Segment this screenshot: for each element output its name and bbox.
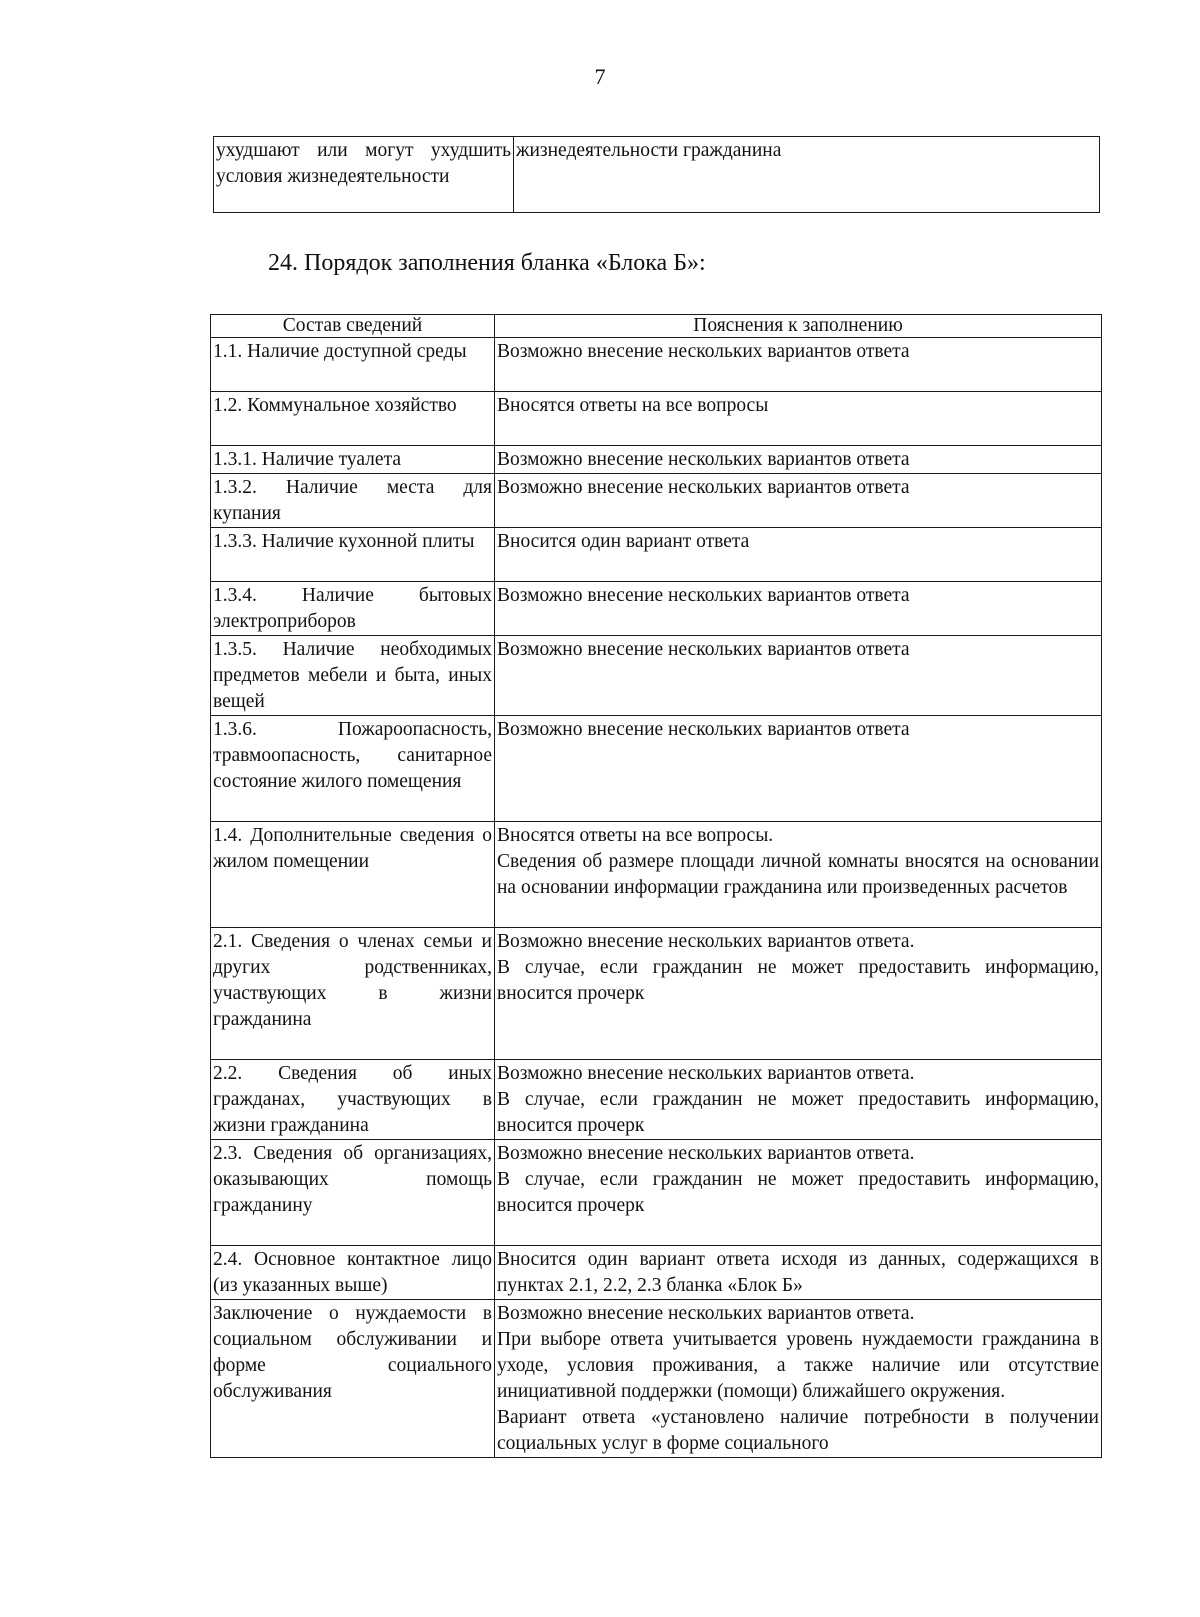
composition-cell: 2.3. Сведения об организациях, оказывающих помощь гражданину xyxy=(211,1140,495,1246)
header-explanations: Пояснения к заполнению xyxy=(495,315,1102,338)
explanation-paragraph: Возможно внесение нескольких вариантов ответа. xyxy=(497,1143,915,1164)
block-b-table xyxy=(210,314,1102,1458)
composition-cell: 1.3.4. Наличие бытовых электроприборов xyxy=(211,582,495,636)
composition-cell: 2.1. Сведения о членах семьи и других родственниках, участвующих в жизни гражданина xyxy=(211,928,495,1060)
composition-cell: 1.2. Коммунальное хозяйство xyxy=(211,392,495,446)
explanation-cell xyxy=(495,1060,1102,1140)
explanation-paragraph: Возможно внесение нескольких вариантов ответа xyxy=(497,477,910,498)
composition-cell: 2.2. Сведения об иных гражданах, участвующих в жизни гражданина xyxy=(211,1060,495,1140)
table-row xyxy=(211,822,1102,928)
explanation-paragraph: Возможно внесение нескольких вариантов ответа xyxy=(497,449,910,470)
explanation-cell xyxy=(495,528,1102,582)
table-row xyxy=(211,928,1102,1060)
explanation-cell xyxy=(495,636,1102,716)
table-row xyxy=(211,392,1102,446)
table-row xyxy=(211,582,1102,636)
explanation-paragraph: Возможно внесение нескольких вариантов ответа. xyxy=(497,1303,915,1324)
explanation-paragraph: Вносится один вариант ответа исходя из данных, содержащихся в пунктах 2.1, 2.2, 2.3 бланка «Блок Б» xyxy=(497,1249,1099,1296)
explanation-paragraph: Вносится один вариант ответа xyxy=(497,531,750,552)
table-row xyxy=(211,1060,1102,1140)
composition-cell: 1.3.2. Наличие места для купания xyxy=(211,474,495,528)
explanation-paragraph: В случае, если гражданин не может предоставить информацию, вносится прочерк xyxy=(497,1169,1099,1216)
explanation-paragraph: Возможно внесение нескольких вариантов ответа xyxy=(497,639,910,660)
explanation-paragraph: Возможно внесение нескольких вариантов ответа. xyxy=(497,931,915,952)
table-row xyxy=(211,716,1102,822)
explanation-paragraph: При выборе ответа учитывается уровень нуждаемости гражданина в уходе, условия проживания, а также наличие или отсутствие инициативной поддержки (помощи) ближайшего окружения. xyxy=(497,1329,1099,1402)
table-row xyxy=(211,528,1102,582)
table-row xyxy=(211,636,1102,716)
table-row xyxy=(214,137,1100,213)
table-row xyxy=(211,446,1102,474)
explanation-paragraph: В случае, если гражданин не может предоставить информацию, вносится прочерк xyxy=(497,957,1099,1004)
explanation-paragraph: Вносятся ответы на все вопросы. xyxy=(497,825,774,846)
explanation-paragraph: Вариант ответа «установлено наличие потребности в получении социальных услуг в форме социального xyxy=(497,1407,1099,1454)
page-number: 7 xyxy=(594,64,606,89)
section-heading: 24. Порядок заполнения бланка «Блока Б»: xyxy=(268,250,706,276)
explanation-cell xyxy=(495,582,1102,636)
continued-table xyxy=(213,136,1100,213)
composition-cell: 2.4. Основное контактное лицо (из указанных выше) xyxy=(211,1246,495,1300)
explanation-paragraph: Возможно внесение нескольких вариантов ответа xyxy=(497,719,910,740)
composition-cell: 1.3.1. Наличие туалета xyxy=(211,446,495,474)
explanation-cell xyxy=(495,474,1102,528)
explanation-paragraph: Возможно внесение нескольких вариантов ответа xyxy=(497,341,910,362)
explanation-paragraph: В случае, если гражданин не может предоставить информацию, вносится прочерк xyxy=(497,1089,1099,1136)
table-row xyxy=(211,1140,1102,1246)
continued-right-cell: жизнедеятельности гражданина xyxy=(514,137,1100,213)
explanation-cell xyxy=(495,822,1102,928)
explanation-cell xyxy=(495,338,1102,392)
explanation-paragraph: Вносятся ответы на все вопросы xyxy=(497,395,769,416)
explanation-cell xyxy=(495,392,1102,446)
explanation-cell xyxy=(495,1300,1102,1458)
composition-cell: 1.3.6. Пожароопасность, травмоопасность, санитарное состояние жилого помещения xyxy=(211,716,495,822)
explanation-paragraph: Сведения об размере площади личной комнаты вносятся на основании на основании информации гражданина или произведенных расчетов xyxy=(497,851,1099,898)
table-row xyxy=(211,1300,1102,1458)
explanation-cell xyxy=(495,1140,1102,1246)
explanation-cell xyxy=(495,446,1102,474)
table-row xyxy=(211,474,1102,528)
explanation-paragraph: Возможно внесение нескольких вариантов ответа. xyxy=(497,1063,915,1084)
continued-left-cell: ухудшают или могут ухудшить условия жизнедеятельности xyxy=(214,137,514,213)
composition-cell: Заключение о нуждаемости в социальном обслуживании и форме социального обслуживания xyxy=(211,1300,495,1458)
composition-cell: 1.3.5. Наличие необходимых предметов мебели и быта, иных вещей xyxy=(211,636,495,716)
explanation-cell xyxy=(495,1246,1102,1300)
composition-cell: 1.4. Дополнительные сведения о жилом помещении xyxy=(211,822,495,928)
table-row xyxy=(211,338,1102,392)
header-composition: Состав сведений xyxy=(211,315,495,338)
explanation-cell xyxy=(495,716,1102,822)
table-header-row xyxy=(211,315,1102,338)
table-row xyxy=(211,1246,1102,1300)
composition-cell: 1.1. Наличие доступной среды xyxy=(211,338,495,392)
composition-cell: 1.3.3. Наличие кухонной плиты xyxy=(211,528,495,582)
explanation-cell xyxy=(495,928,1102,1060)
explanation-paragraph: Возможно внесение нескольких вариантов ответа xyxy=(497,585,910,606)
